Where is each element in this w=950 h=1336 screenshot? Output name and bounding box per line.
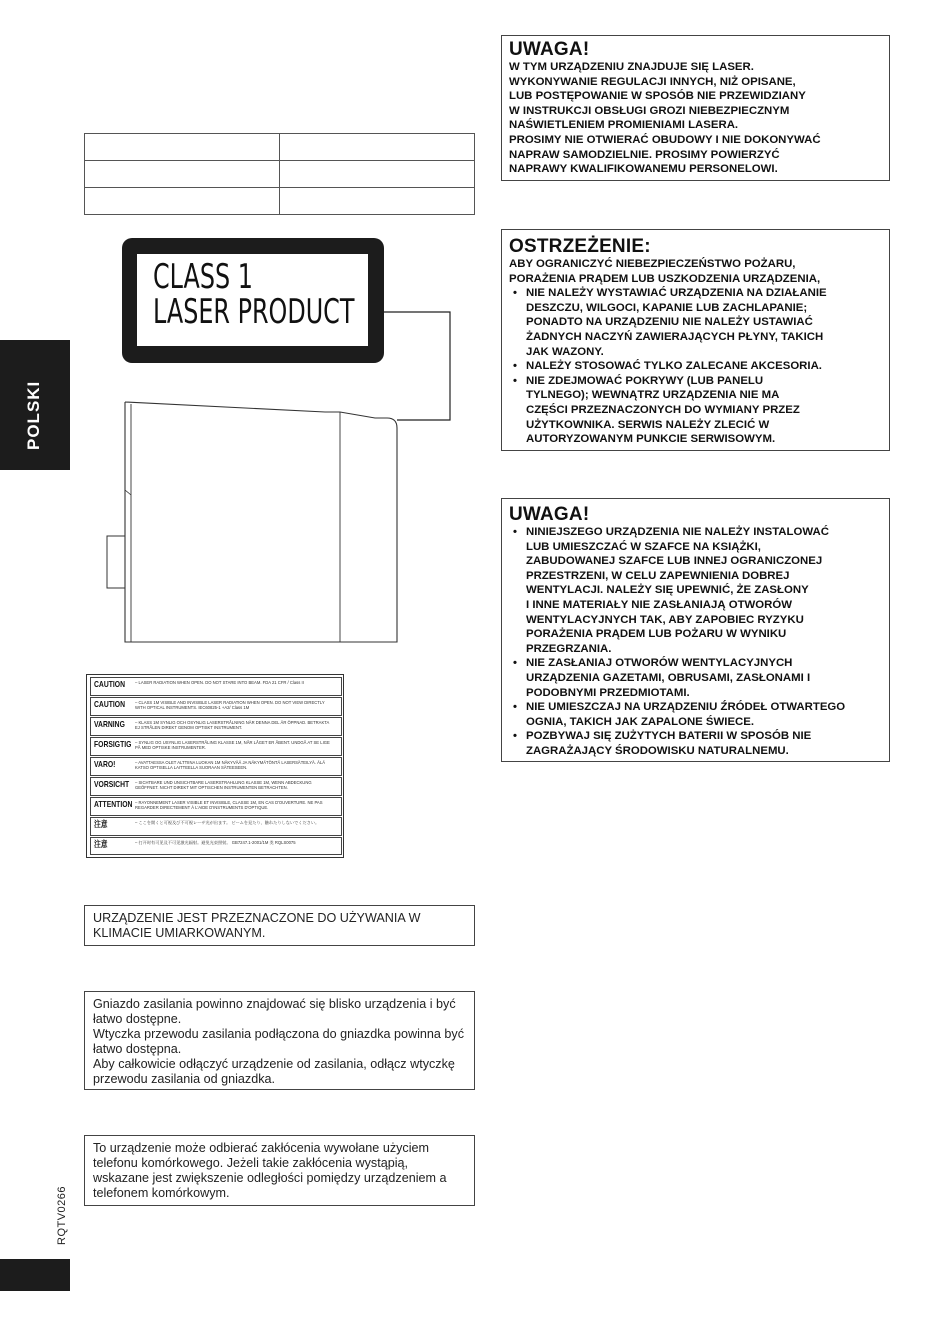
table-row (85, 161, 475, 188)
warning-row: 注意 – 打开时有可见及不可见激光辐射。避免光束照射。 GB7247.1-2001/1M 类 RQLS0075 (90, 837, 342, 855)
list-item: • POZBYWAJ SIĘ ZUŻYTYCH BATERII W SPOSÓB NIE ZAGRAŻAJĄCY ŚRODOWISKU NATURALNEMU. (509, 729, 889, 758)
leader-line (384, 312, 450, 420)
device-outline (125, 402, 397, 642)
uwaga-ventilation-list (509, 525, 889, 759)
list-item: • NIE ZASŁANIAJ OTWORÓW WENTYLACYJNYCH URZĄDZENIA GAZETAMI, OBRUSAMI, ZASŁONAMI I PODOBNYMI PRZEDMIOTAMI. (509, 656, 889, 700)
warning-row: CAUTION – LASER RADIATION WHEN OPEN. DO NOT STARE INTO BEAM. FDA 21 CFR / Class II (90, 677, 342, 696)
mobile-phone-note: To urządzenie może odbierać zakłócenia wywołane użyciem telefonu komórkowego. Jeżeli takie zakłócenia wystąpią, wskazane jest zwiększenie odległości pomiędzy urządzeniem a telefonem komórkowym. (84, 1135, 475, 1206)
list-item: • NIE NALEŻY WYSTAWIAĆ URZĄDZENIA NA DZIAŁANIE DESZCZU, WILGOCI, KAPANIE LUB ZACHLAPANIE; PONADTO NA URZĄDZENIU NIE NALEŻY USTAWIAĆ ŻADNYCH NACZYŃ ZAWIERAJĄCYCH PŁYNY, TAKICH JAK WAZONY. (509, 286, 889, 359)
warning-row: ATTENTION – RAYONNEMENT LASER VISIBLE ET INVISIBLE, CLASSE 1M, EN CAS D'OUVERTURE. NE PAS REGARDER DIRECTEMENT À L'AIDE D'INSTRUMENTS D'OPTIQUE. (90, 797, 342, 816)
blank-table (84, 133, 475, 215)
list-item: • NIE UMIESZCZAJ NA URZĄDZENIU ŹRÓDEŁ OTWARTEGO OGNIA, TAKICH JAK ZAPALONE ŚWIECE. (509, 700, 889, 729)
language-tab-label: POLSKI (24, 380, 43, 450)
warning-row: VARO! – AVATTAESSA OLET ALTTIINA LUOKAN 1M NÄKYVÄÄ JA NÄKYMÄTÖNTÄ LASERSÄTEILYÄ. ÄLÄ KATSO OPTISELLA LAITTEELLA SUORAAN SÄTEESEEN. (90, 757, 342, 776)
ostrzezenie-list (509, 286, 889, 447)
class1-laser-label (122, 238, 384, 363)
uwaga-laser-text: W TYM URZĄDZENIU ZNAJDUJE SIĘ LASER. WYKONYWANIE REGULACJI INNYCH, NIŻ OPISANE, LUB POSTĘPOWANIE W SPOSÓB NIE PRZEWIDZIANY W INSTRUKCJI OBSŁUGI GROZI NIEBEZPIECZNYM NAŚWIETLENIEM PROMIENIAMI LASERA. PROSIMY NIE OTWIERAĆ OBUDOWY I NIE DOKONYWAĆ NAPRAW SAMODZIELNIE. PROSIMY POWIERZYĆ NAPRAWY KWALIFIKOWANEMU PERSONELOWI. (509, 61, 821, 176)
uwaga-laser-title: UWAGA! (509, 39, 590, 60)
warning-row: VARNING – KLASS 1M SYNLIG OCH OSYNLIG LASERSTRÅLNING NÄR DENNA DEL ÄR ÖPPNAD. BETRAKTA EJ STRÅLEN DIREKT GENOM OPTISKT INSTRUMENT. (90, 717, 342, 736)
uwaga-ventilation-title: UWAGA! (509, 504, 590, 525)
warning-row: VORSICHT – SICHTBARE UND UNSICHTBARE LASERSTRAHLUNG KLASSE 1M, WENN ABDECKUNG GEÖFFNET. NICHT DIREKT MIT OPTISCHEN INSTRUMENTEN BETRACHTEN. (90, 777, 342, 796)
device-knob (107, 536, 125, 588)
document-code: RQTV0266 (56, 1185, 68, 1245)
power-socket-note: Gniazdo zasilania powinno znajdować się blisko urządzenia i być łatwo dostępne. Wtyczka przewodu zasilania podłączona do gniazdka powinna być łatwo dostępna. Aby całkowicie odłączyć urządzenie od zasilania, odłącz wtyczkę przewodu zasilania od gniazdka. (84, 991, 475, 1090)
table-row (85, 134, 475, 161)
warning-row: FORSIGTIG – SYNLIG OG USYNLIG LASERSTRÅLING KLASSE 1M, NÅR LÅGET ER ÅBENT. UNDGÅ AT SE LIGE PÅ MED OPTISKE INSTRUMENTER. (90, 737, 342, 756)
list-item: • NINIEJSZEGO URZĄDZENIA NIE NALEŻY INSTALOWAĆ LUB UMIESZCZAĆ W SZAFCE NA KSIĄŻKI, ZABUDOWANEJ SZAFCE LUB INNEJ OGRANICZONEJ PRZESTRZENI, W CELU ZAPEWNIENIA DOBREJ WENTYLACJI. NALEŻY SIĘ UPEWNIĆ, ŻE ZASŁONY I INNE MATERIAŁY NIE ZASŁANIAJĄ OTWORÓW WENTYLACYJNYCH TAK, ABY ZAPOBIEC RYZYKU PORAŻENIA PRĄDEM LUB POŻARU W WYNIKU PRZEGRZANIA. (509, 525, 889, 656)
ostrzezenie-title: OSTRZEŻENIE: (509, 236, 651, 257)
language-tab (0, 340, 70, 470)
uwaga-laser-box (501, 35, 890, 181)
list-item: • NIE ZDEJMOWAĆ POKRYWY (LUB PANELU TYLNEGO); WEWNĄTRZ URZĄDZENIA NIE MA CZĘŚCI PRZEZNACZONYCH DO WYMIANY PRZEZ UŻYTKOWNIKA. SERWIS NALEŻY ZLECIĆ W AUTORYZOWANYM PUNKCIE SERWISOWYM. (509, 374, 889, 447)
ostrzezenie-intro: ABY OGRANICZYĆ NIEBEZPIECZEŃSTWO POŻARU, PORAŻENIA PRĄDEM LUB USZKODZENIA URZĄDZENIA, (509, 258, 821, 285)
list-item: • NALEŻY STOSOWAĆ TYLKO ZALECANE AKCESORIA. (509, 359, 889, 374)
uwaga-ventilation-box (501, 498, 890, 762)
warning-row: CAUTION – CLASS 1M VISIBLE AND INVISIBLE LASER RADIATION WHEN OPEN. DO NOT VIEW DIRECTLY WITH OPTICAL INSTRUMENTS. IEC60825-1 +A2/ Class 1M (90, 697, 342, 716)
climate-note: URZĄDZENIE JEST PRZEZNACZONE DO UŻYWANIA W KLIMACIE UMIARKOWANYM. (84, 905, 475, 946)
laser-warning-label (86, 674, 344, 858)
ostrzezenie-box (501, 229, 890, 451)
warning-row: 注意 – ここを開くと可視及び不可視レーザ光が出ます。 ビームを見たり、触れたりしないでください。 (90, 817, 342, 836)
page-number-block (0, 1259, 70, 1291)
laser-label-line2: LASER PRODUCT (153, 292, 355, 332)
table-row (85, 188, 475, 215)
laser-label-line1: CLASS 1 (153, 257, 253, 297)
